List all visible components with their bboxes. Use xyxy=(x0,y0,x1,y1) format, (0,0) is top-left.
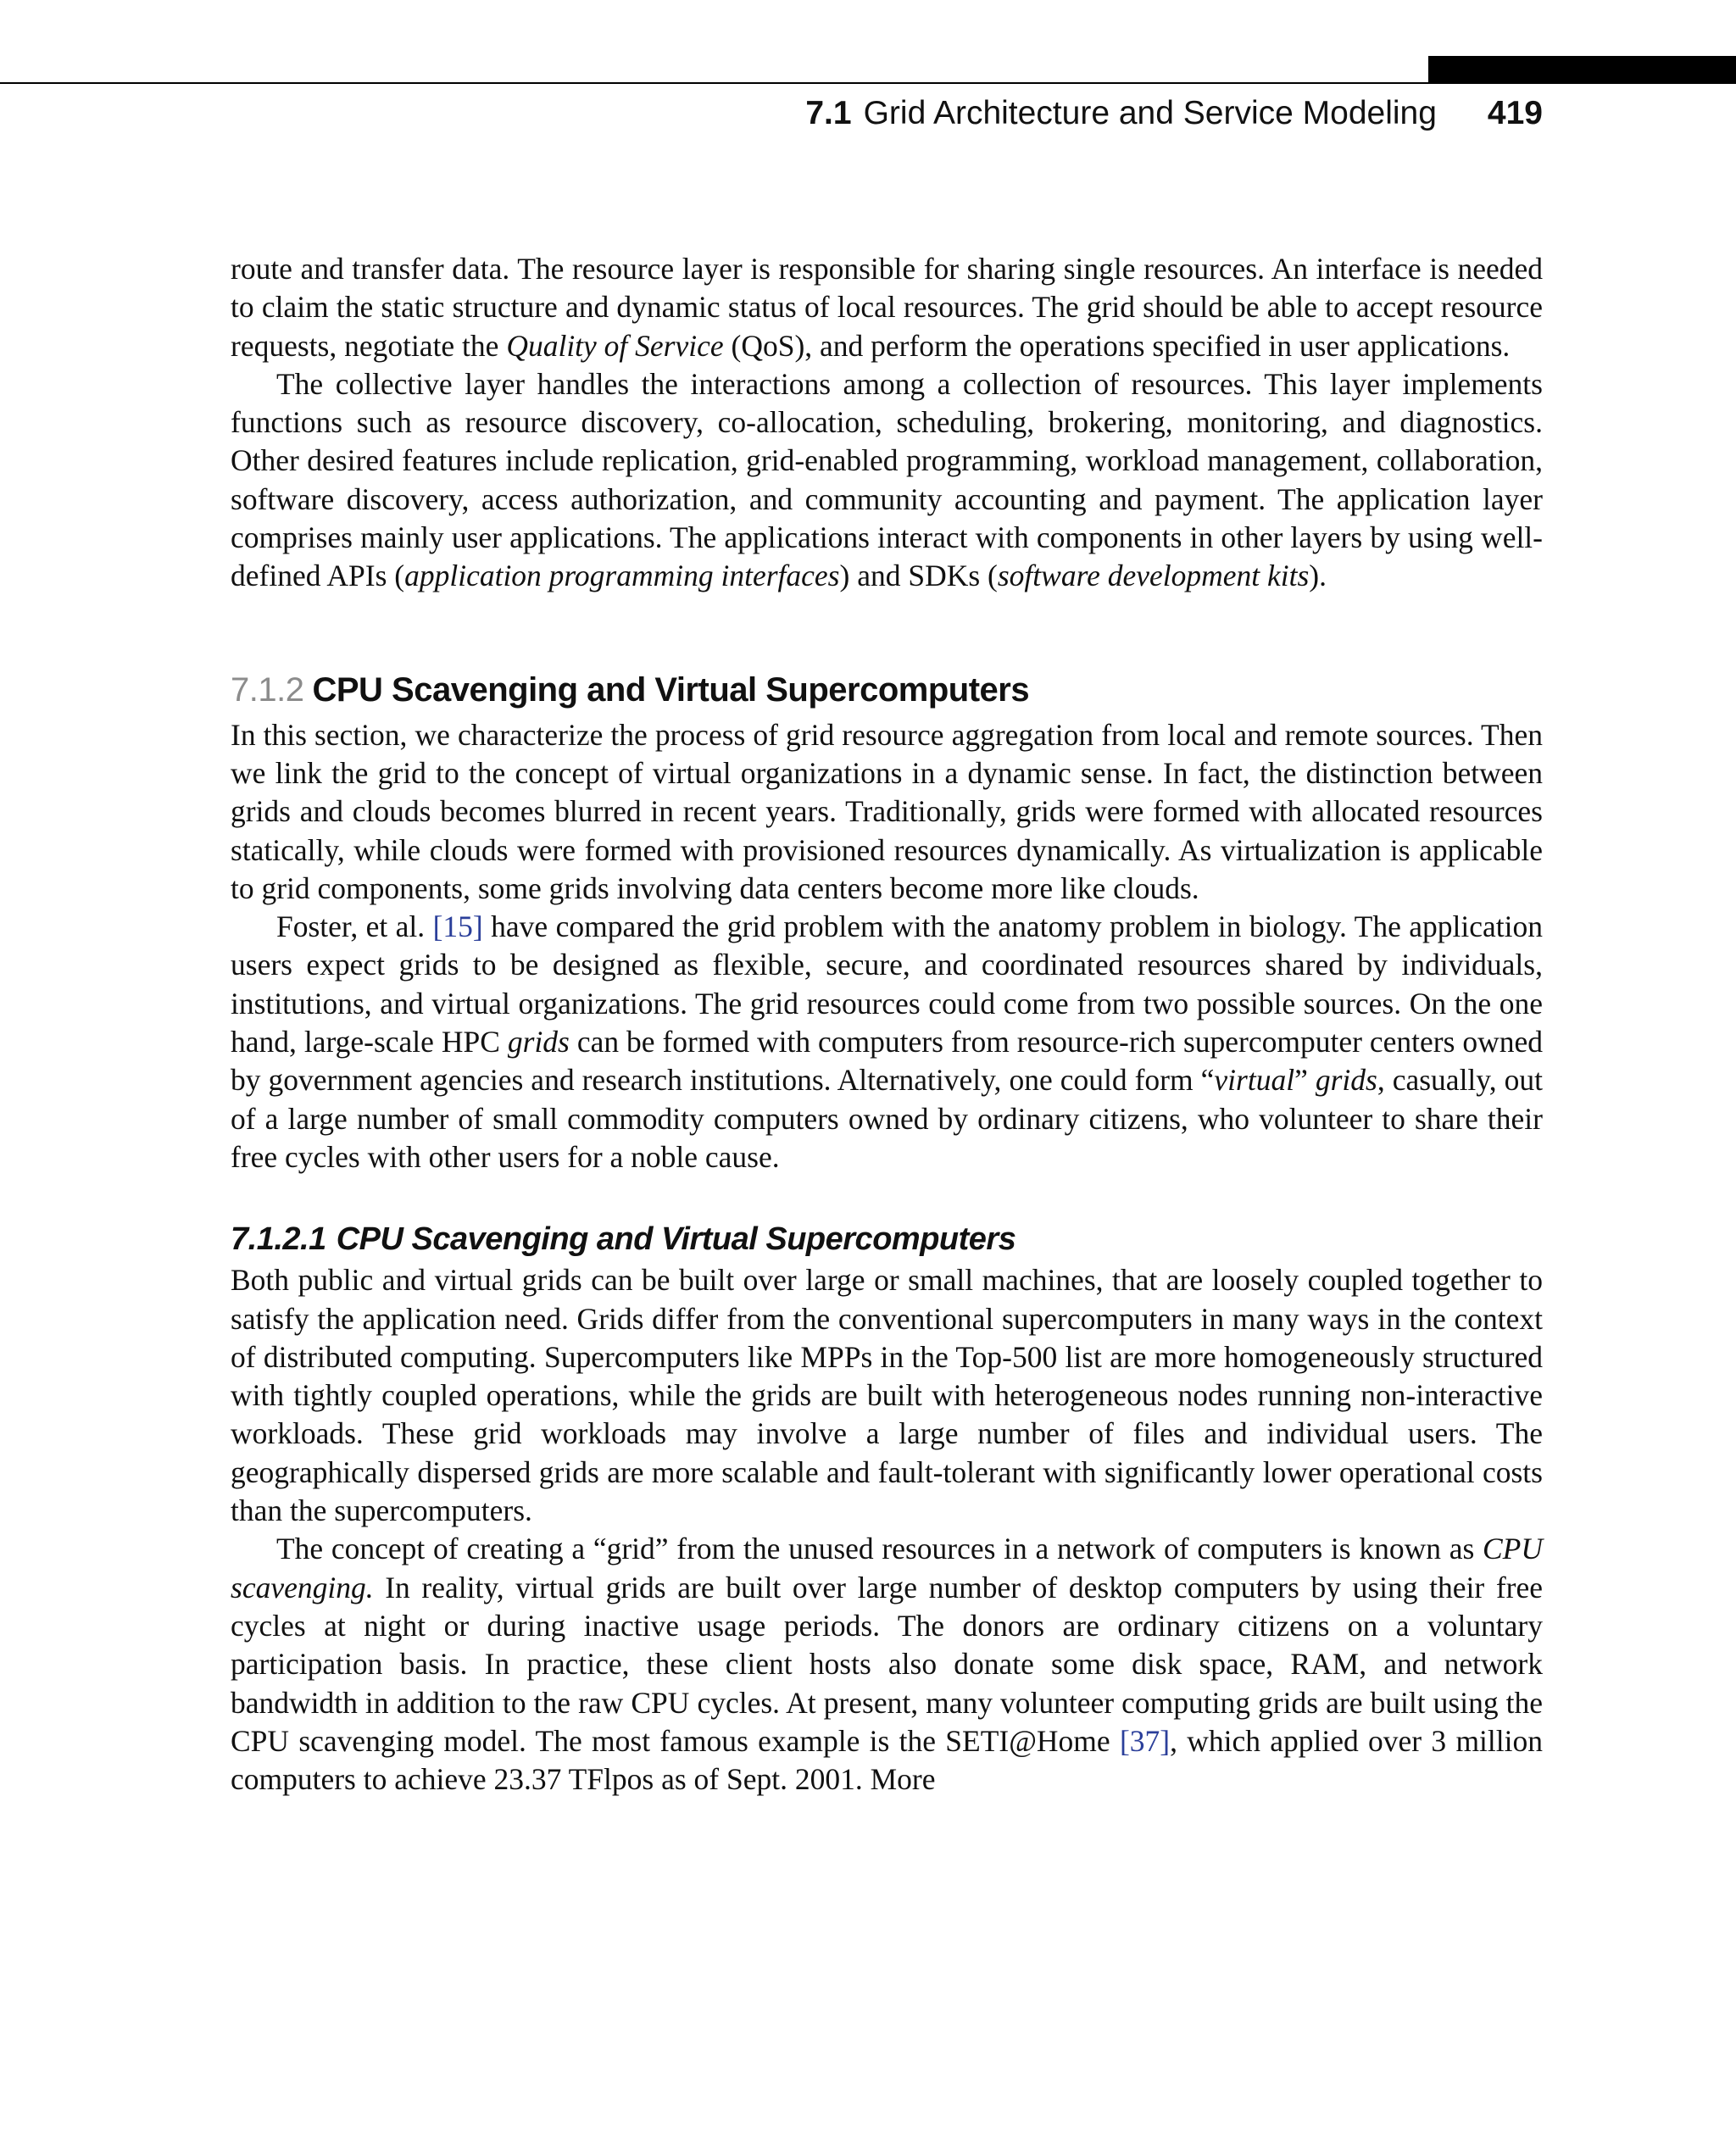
intro-paragraph-1 xyxy=(231,250,1543,365)
text-run: The collective layer handles the interactions among a collection of resources. This layer implements functions such as resource discovery, co-allocation, scheduling, brokering, monitoring, and diagnostics. Other desired features include replication, grid-enabled programming, workload management, collaboration, software discovery, access authorization, and community accounting and payment. The application layer comprises mainly user applications. The applications interact with components in other layers by using well-defined APIs ( xyxy=(231,366,1543,593)
emphasis-quality-of-service: Quality of Service xyxy=(506,328,724,363)
emphasis-grids: grids xyxy=(507,1025,570,1059)
subsection-number: 7.1.2.1 xyxy=(231,1221,326,1258)
subsection-title: CPU Scavenging and Virtual Supercomputers xyxy=(336,1221,1016,1258)
emphasis-cpu-scavenging: CPU scavenging. xyxy=(231,1532,1543,1604)
section-7-1-2-1-paragraph-1 xyxy=(231,1261,1543,1530)
running-head-section-number: 7.1 xyxy=(805,95,852,131)
page-number: 419 xyxy=(1487,95,1543,131)
section-title: CPU Scavenging and Virtual Supercomputers xyxy=(312,670,1030,709)
section-heading-7-1-2 xyxy=(231,669,1543,711)
page-body xyxy=(231,250,1543,1799)
intro-paragraph-2 xyxy=(231,365,1543,596)
citation-link-37[interactable]: [37] xyxy=(1119,1723,1171,1758)
header-bar xyxy=(1428,56,1736,84)
subsection-heading-7-1-2-1 xyxy=(231,1219,1543,1260)
citation-link-15[interactable]: [15] xyxy=(432,909,483,944)
text-run: The concept of creating a “grid” from the unused resources in a network of computers is known as xyxy=(276,1532,1483,1566)
text-run: route and transfer data. The resource layer is responsible for sharing single resources. An interface is needed to claim the static structure and dynamic status of local resources. The grid should be able to accept resource requests, negotiate the xyxy=(231,252,1543,363)
text-run: (QoS), and perform the operations specified in user applications. xyxy=(723,328,1511,363)
emphasis-api: application programming interfaces xyxy=(404,559,840,593)
text-run: , which applied over 3 million computers to achieve 23.37 TFlpos as of Sept. 2001. More xyxy=(231,1723,1544,1797)
text-run: have compared the grid problem with the anatomy problem in biology. The application users expect grids to be designed as flexible, secure, and coordinated resources shared by individuals, institutions, and virtual organizations. The grid resources could come from two possible sources. On the one hand, large-scale HPC xyxy=(231,909,1543,1059)
text-run: ” xyxy=(1294,1063,1316,1098)
running-head xyxy=(805,95,1543,137)
text-run: ) and SDKs ( xyxy=(839,559,998,593)
text-run: Both public and virtual grids can be built over large or small machines, that are loosely coupled together to satisfy the application need. Grids differ from the conventional supercomputers in many ways in the context of distributed computing. Supercomputers like MPPs in the Top-500 list are more homogeneously structured with tightly coupled operations, while the grids are built with heterogeneous nodes running non-interactive workloads. These grid workloads may involve a large number of files and individual users. The geographically dispersed grids are more scalable and fault-tolerant with significantly lower operational costs than the supercomputers. xyxy=(231,1263,1543,1528)
text-run: In reality, virtual grids are built over large number of desktop computers by using their free cycles at night or during inactive usage periods. The donors are ordinary citizens on a voluntary participation basis. In practice, these client hosts also donate some disk space, RAM, and network bandwidth in addition to the raw CPU cycles. At present, many volunteer computing grids are built using the CPU scavenging model. The most famous example is the SETI@Home xyxy=(231,1570,1543,1758)
text-run: can be formed with computers from resource-rich supercomputer centers owned by government agencies and research institutions. Alternatively, one could form “ xyxy=(231,1025,1543,1098)
emphasis-virtual: virtual xyxy=(1214,1063,1295,1098)
running-head-section-title: Grid Architecture and Service Modeling xyxy=(863,95,1437,131)
text-run: In this section, we characterize the process of grid resource aggregation from local and remote sources. Then we link the grid to the concept of virtual organizations in a dynamic sense. In fact, the distinction between grids and clouds becomes blurred in recent years. Traditionally, grids were formed with allocated resources statically, while clouds were formed with provisioned resources dynamically. As virtualization is applicable to grid components, some grids involving data centers become more like clouds. xyxy=(231,717,1543,905)
text-run: Foster, et al. xyxy=(276,909,433,944)
section-7-1-2-paragraph-2 xyxy=(231,908,1543,1176)
text-run: , casually, out of a large number of small commodity computers owned by ordinary citizens, who volunteer to share their free cycles with other users for a noble cause. xyxy=(231,1063,1543,1174)
section-7-1-2-paragraph-1 xyxy=(231,716,1543,908)
emphasis-sdk: software development kits xyxy=(997,559,1310,593)
section-7-1-2-1-paragraph-2 xyxy=(231,1530,1543,1799)
emphasis-grids: grids xyxy=(1315,1063,1377,1098)
section-number: 7.1.2 xyxy=(231,670,304,709)
text-run: ). xyxy=(1309,559,1327,593)
